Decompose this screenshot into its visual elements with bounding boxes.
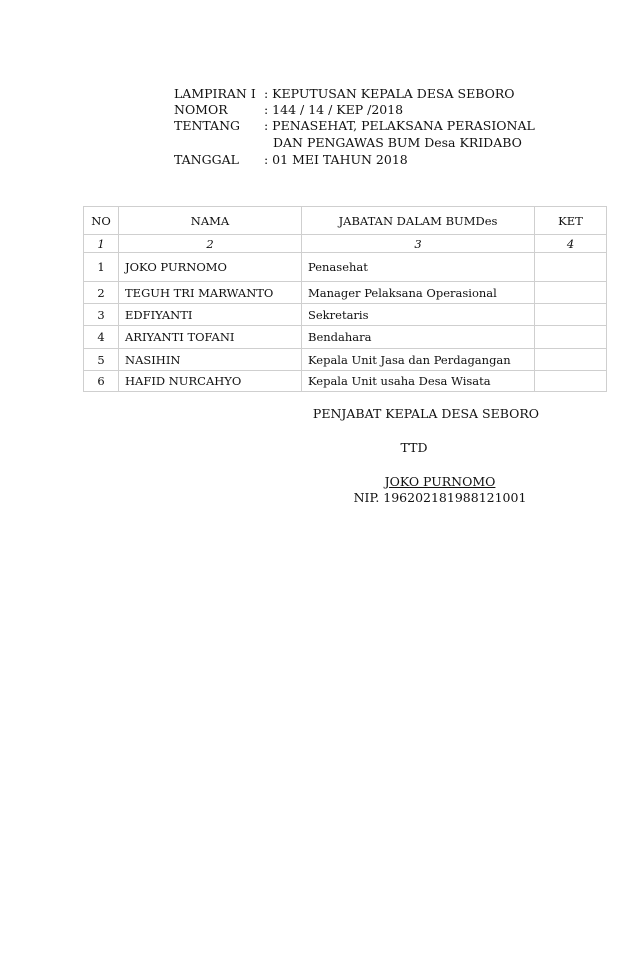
header-no: NO	[84, 207, 119, 235]
nomor-label: NOMOR	[174, 102, 228, 117]
row-jabatan: Bendahara	[302, 326, 535, 349]
table-row	[84, 326, 607, 349]
tentang-value: : PENASEHAT, PELAKSANA PERASIONAL	[264, 118, 535, 133]
row-ket	[535, 253, 607, 282]
row-no: 5	[84, 349, 119, 371]
row-no: 4	[84, 326, 119, 349]
tanggal-value: : 01 MEI TAHUN 2018	[264, 152, 408, 167]
index-cell: 3	[302, 235, 535, 253]
row-no: 2	[84, 282, 119, 304]
row-no: 6	[84, 371, 119, 392]
table-row	[84, 371, 607, 392]
row-nama: EDFIYANTI	[119, 304, 302, 326]
officials-table	[83, 206, 607, 392]
tentang-label: TENTANG	[174, 118, 241, 133]
row-no: 3	[84, 304, 119, 326]
header-nama: NAMA	[119, 207, 302, 235]
row-ket	[535, 304, 607, 326]
table-header-row	[84, 207, 607, 235]
row-ket	[535, 326, 607, 349]
signature-name: JOKO PURNOMO	[384, 474, 496, 489]
row-nama: ARIYANTI TOFANI	[119, 326, 302, 349]
table-row	[84, 282, 607, 304]
row-nama: HAFID NURCAHYO	[119, 371, 302, 392]
signature-ttd: TTD	[400, 440, 428, 455]
row-jabatan: Kepala Unit usaha Desa Wisata	[302, 371, 535, 392]
row-jabatan: Manager Pelaksana Operasional	[302, 282, 535, 304]
index-cell: 4	[535, 235, 607, 253]
signature-title: PENJABAT KEPALA DESA SEBORO	[312, 406, 540, 421]
lampiran-value: : KEPUTUSAN KEPALA DESA SEBORO	[264, 86, 515, 101]
row-no: 1	[84, 253, 119, 282]
index-cell: 1	[84, 235, 119, 253]
row-nama: NASIHIN	[119, 349, 302, 371]
signature-nip: NIP. 196202181988121001	[353, 490, 527, 505]
row-ket	[535, 282, 607, 304]
table-index-row	[84, 235, 607, 253]
index-cell: 2	[119, 235, 302, 253]
signature-name-wrap	[310, 474, 570, 490]
row-jabatan: Penasehat	[302, 253, 535, 282]
lampiran-label: LAMPIRAN I	[174, 86, 256, 101]
row-ket	[535, 371, 607, 392]
row-nama: TEGUH TRI MARWANTO	[119, 282, 302, 304]
row-ket	[535, 349, 607, 371]
table-row	[84, 304, 607, 326]
row-nama: JOKO PURNOMO	[119, 253, 302, 282]
table-row	[84, 253, 607, 282]
tanggal-label: TANGGAL	[174, 152, 239, 167]
table-row	[84, 349, 607, 371]
header-ket: KET	[535, 207, 607, 235]
tentang-value-line2: DAN PENGAWAS BUM Desa KRIDABO	[273, 135, 522, 150]
row-jabatan: Kepala Unit Jasa dan Perdagangan	[302, 349, 535, 371]
header-jabatan: JABATAN DALAM BUMDes	[302, 207, 535, 235]
nomor-value: : 144 / 14 / KEP /2018	[264, 102, 404, 117]
row-jabatan: Sekretaris	[302, 304, 535, 326]
